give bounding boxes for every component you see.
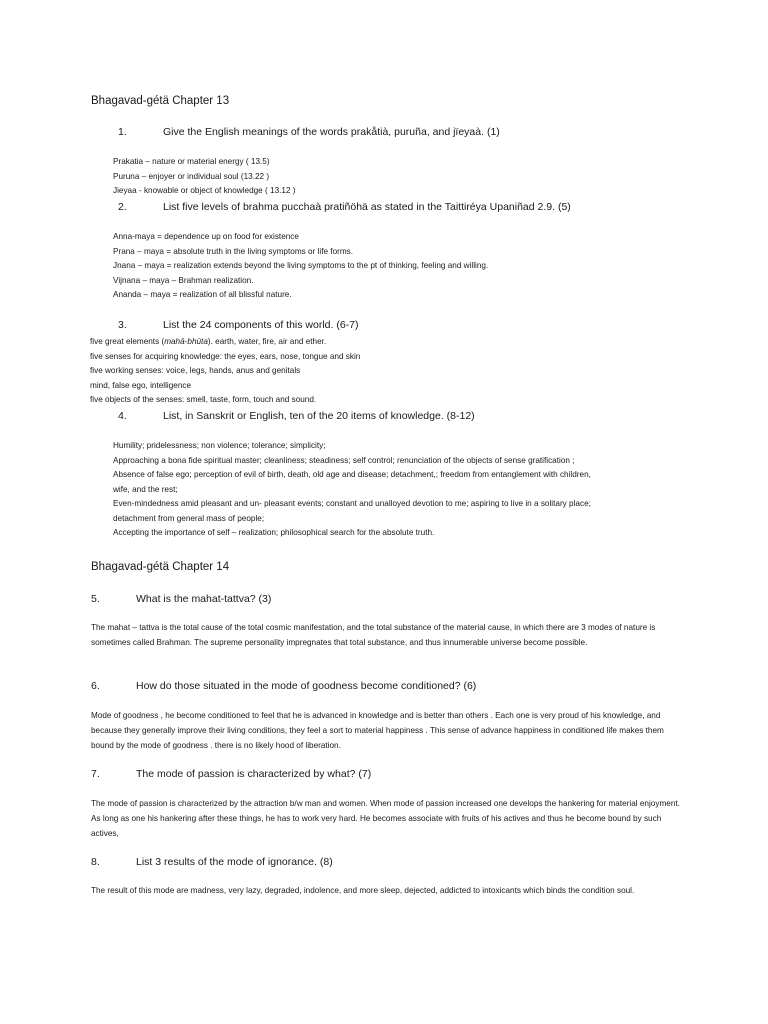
question-5-answer: The mahat – tattva is the total cause of the total cosmic manifestation, and the total substance of the material cause, in which there are 3 modes of nature is sometimes called Brahman. The supreme personality impregnates that total substance, and thus innumerable universe become possible. xyxy=(91,623,656,647)
answer-line: Ananda – maya = realization of all blissful nature. xyxy=(113,290,292,299)
question-4-number: 4. xyxy=(118,410,127,422)
answer-line: Jnana – maya = realization extends beyond the living symptoms to the pt of thinking, feeling and willing. xyxy=(113,261,489,270)
question-7-number: 7. xyxy=(91,768,100,780)
question-8-number: 8. xyxy=(91,856,100,868)
answer-line: wife, and the rest; xyxy=(113,484,178,494)
question-6-text: How do those situated in the mode of goodness become conditioned? (6) xyxy=(136,680,477,692)
answer-line: Puruna – enjoyer or individual soul (13.22 ) xyxy=(113,171,270,181)
answer-line: five senses for acquiring knowledge: the eyes, ears, nose, tongue and skin xyxy=(90,351,361,361)
question-5-text: What is the mahat-tattva? (3) xyxy=(136,593,272,605)
question-3-number: 3. xyxy=(118,319,127,331)
question-3-answers xyxy=(90,335,360,408)
answer-line: Jieyaa - knowable or object of knowledge ( 13.12 ) xyxy=(113,186,296,195)
chapter-13-title: Bhagavad-gétä Chapter 13 xyxy=(91,95,230,107)
question-8-text: List 3 results of the mode of ignorance. (8) xyxy=(136,856,333,868)
answer-text: ). earth, water, fire, air and ether. xyxy=(207,337,327,346)
answer-line: Accepting the importance of self – realization; philosophical search for the absolute truth. xyxy=(113,528,435,537)
question-8-answer: The result of this mode are madness, very lazy, degraded, indolence, and more sleep, dejected, addicted to intoxicants which binds the condition soul. xyxy=(91,886,635,895)
answer-line xyxy=(90,335,360,350)
question-5-number: 5. xyxy=(91,593,100,605)
answer-line: mind, false ego, intelligence xyxy=(90,380,192,390)
answer-line: Even-mindedness amid pleasant and un- pleasant events; constant and unalloyed devotion to me; aspiring to live in a solitary place; xyxy=(113,499,591,508)
answer-line: five working senses: voice, legs, hands, anus and genitals xyxy=(90,366,301,375)
chapter-14-title: Bhagavad-gétä Chapter 14 xyxy=(91,561,230,573)
answer-line: Humility; pridelessness; non violence; tolerance; simplicity; xyxy=(113,441,326,450)
question-6-answer: Mode of goodness , he become conditioned to feel that he is advanced in knowledge and is better than others . Each one is very proud of his knowledge, and because they generally improve their living conditions, they feel a sort to material happiness . This sense of advance happiness in conditioned life makes them bound by the mode of goodness . there is no likely hood of liberation. xyxy=(91,711,664,750)
question-4-answers xyxy=(113,439,591,541)
answer-line: Approaching a bona fide spiritual master; cleanliness; steadiness; self control; renunciation of the objects of sense gratification ; xyxy=(113,455,575,465)
answer-line: Vijnana – maya – Brahman realization. xyxy=(113,275,254,285)
answer-line: Absence of false ego; perception of evil of birth, death, old age and disease; detachment,; freedom from entanglement with children, xyxy=(113,470,591,479)
question-1-answers xyxy=(113,155,296,199)
answer-line: detachment from general mass of people; xyxy=(113,513,265,523)
question-7-answer: The mode of passion is characterized by the attraction b/w man and women. When mode of passion increased one develops the hankering for material enjoyment. As long as one his hankering after these things, he has to work very hard. He becomes associate with fruits of his actives and thus he become bound by such actives, xyxy=(91,799,680,838)
answer-italic-term: mahā-bhūta xyxy=(164,337,208,346)
question-2-answers xyxy=(113,230,488,303)
answer-text: five great elements ( xyxy=(90,337,165,346)
answer-line: Prana – maya = absolute truth in the living symptoms or life forms. xyxy=(113,246,354,256)
answer-line: Prakatia – nature or material energy ( 13.5) xyxy=(113,157,270,166)
question-7-text: The mode of passion is characterized by what? (7) xyxy=(136,768,372,780)
question-2-number: 2. xyxy=(118,201,127,213)
question-6-number: 6. xyxy=(91,680,100,692)
question-1-number: 1. xyxy=(118,126,127,138)
question-1-text: Give the English meanings of the words prakåtià, puruña, and jïeyaà. (1) xyxy=(163,126,500,138)
question-3-text: List the 24 components of this world. (6-7) xyxy=(163,319,359,331)
answer-line: five objects of the senses: smell, taste, form, touch and sound. xyxy=(90,395,317,404)
question-4-text: List, in Sanskrit or English, ten of the 20 items of knowledge. (8-12) xyxy=(163,410,475,422)
question-2-text: List five levels of brahma pucchaà pratiñöhä as stated in the Taittiréya Upaniñad 2.9. (5) xyxy=(163,201,571,213)
answer-line: Anna-maya = dependence up on food for existence xyxy=(113,232,299,241)
